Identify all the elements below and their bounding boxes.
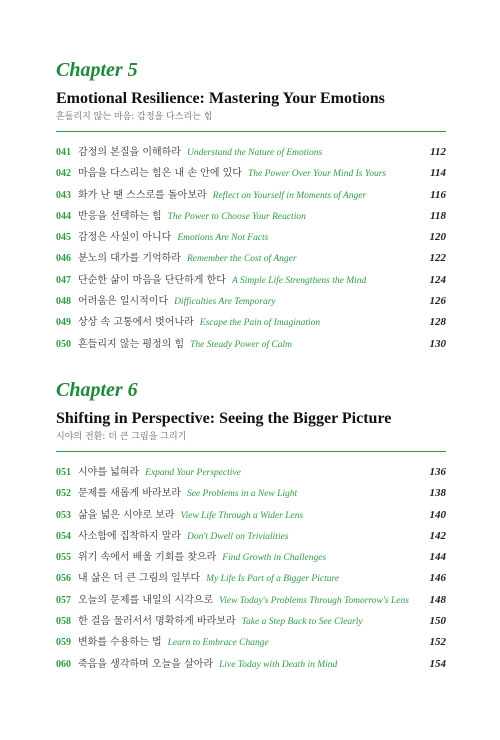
section-divider bbox=[56, 131, 446, 132]
entry-number: 050 bbox=[56, 338, 71, 350]
entry-title-korean: 흔들리지 않는 평정의 힘 bbox=[78, 338, 185, 350]
chapter-6-section bbox=[56, 378, 446, 675]
entry-title-english: Emotions Are Not Facts bbox=[177, 233, 269, 244]
toc-entry[interactable] bbox=[56, 611, 446, 632]
entry-page-number: 120 bbox=[429, 231, 446, 244]
entry-title-korean: 분노의 대가를 기억하라 bbox=[78, 253, 181, 265]
entry-number: 059 bbox=[56, 637, 71, 649]
entry-number: 046 bbox=[56, 253, 71, 265]
entry-page-number: 138 bbox=[429, 487, 446, 500]
entry-page-number: 142 bbox=[429, 529, 446, 542]
entry-number: 057 bbox=[56, 594, 71, 606]
entry-number: 049 bbox=[56, 317, 71, 329]
toc-entry[interactable] bbox=[56, 185, 446, 206]
toc-entry[interactable] bbox=[56, 547, 446, 568]
entry-title-korean: 감정의 본질을 이해하라 bbox=[78, 147, 181, 158]
entry-number: 055 bbox=[56, 552, 71, 564]
entry-title-korean: 마음을 다스리는 힘은 내 손 안에 있다 bbox=[78, 168, 242, 180]
entry-title-korean: 한 걸음 물러서서 명확하게 바라보라 bbox=[78, 616, 236, 628]
entry-title-korean: 변화를 수용하는 법 bbox=[78, 637, 162, 649]
entry-title-korean: 문제를 새롭게 바라보라 bbox=[78, 488, 181, 500]
entry-page-number: 144 bbox=[429, 551, 446, 564]
entry-title-korean: 삶을 넓은 시야로 보라 bbox=[78, 509, 175, 521]
entry-title-english: Live Today with Death in Mind bbox=[219, 659, 338, 670]
entry-number: 052 bbox=[56, 488, 71, 500]
entry-number: 045 bbox=[56, 232, 71, 244]
entry-page-number: 112 bbox=[430, 146, 446, 158]
entry-number: 044 bbox=[56, 210, 71, 222]
toc-entry[interactable] bbox=[56, 206, 446, 227]
entry-page-number: 114 bbox=[430, 167, 446, 180]
entry-title-english: See Problems in a New Light bbox=[186, 489, 298, 500]
chapter-subtitle: 시야의 전환: 더 큰 그림을 그리기 bbox=[56, 432, 187, 442]
toc-list bbox=[56, 142, 446, 355]
entry-title-english: View Life Through a Wider Lens bbox=[180, 510, 304, 521]
entry-title-korean: 어려움은 일시적이다 bbox=[78, 296, 169, 308]
toc-entry[interactable] bbox=[56, 568, 446, 589]
entry-title-english: Reflect on Yourself in Moments of Anger bbox=[212, 190, 367, 201]
entry-number: 043 bbox=[56, 189, 71, 201]
toc-entry[interactable] bbox=[56, 163, 446, 184]
entry-title-english: Escape the Pain of Imagination bbox=[199, 318, 321, 329]
chapter-label: Chapter 5 bbox=[56, 59, 138, 81]
entry-title-english: Difficulties Are Temporary bbox=[174, 297, 276, 308]
entry-number: 042 bbox=[56, 168, 71, 180]
entry-page-number: 124 bbox=[429, 273, 446, 286]
entry-title-korean: 반응을 선택하는 힘 bbox=[78, 210, 162, 222]
toc-entry[interactable] bbox=[56, 526, 446, 547]
chapter-title: Shifting in Perspective: Seeing the Bigger Picture bbox=[56, 410, 392, 427]
entry-title-english: Understand the Nature of Emotions bbox=[186, 148, 323, 158]
entry-title-korean: 죽음을 생각하며 오늘을 살아라 bbox=[78, 658, 214, 670]
entry-page-number: 122 bbox=[429, 252, 446, 265]
entry-title-english: Learn to Embrace Change bbox=[167, 638, 269, 649]
entry-number: 060 bbox=[56, 658, 71, 670]
toc-entry[interactable] bbox=[56, 590, 446, 611]
chapter-5-section bbox=[56, 58, 446, 355]
entry-number: 051 bbox=[56, 467, 71, 478]
toc-list bbox=[56, 462, 446, 675]
toc-entry[interactable] bbox=[56, 227, 446, 248]
entry-title-korean: 내 삶은 더 큰 그림의 일부다 bbox=[78, 573, 201, 585]
entry-number: 058 bbox=[56, 616, 71, 628]
entry-title-korean: 사소함에 집착하지 말라 bbox=[78, 530, 181, 542]
entry-title-korean: 시야를 넓혀라 bbox=[78, 467, 140, 478]
entry-title-english: The Power to Choose Your Reaction bbox=[167, 211, 306, 222]
entry-title-english: Don't Dwell on Trivialities bbox=[186, 531, 289, 542]
entry-page-number: 126 bbox=[429, 295, 446, 308]
entry-page-number: 128 bbox=[429, 316, 446, 329]
entry-title-korean: 오늘의 문제를 내일의 시각으로 bbox=[78, 594, 214, 606]
entry-title-english: Find Growth in Challenges bbox=[222, 553, 327, 564]
entry-number: 054 bbox=[56, 530, 71, 542]
section-divider bbox=[56, 451, 446, 452]
toc-entry[interactable] bbox=[56, 291, 446, 312]
toc-entry[interactable] bbox=[56, 270, 446, 291]
chapter-title: Emotional Resilience: Mastering Your Emotions bbox=[56, 90, 385, 107]
entry-page-number: 116 bbox=[430, 188, 446, 201]
entry-title-english: A Simple Life Strengthens the Mind bbox=[231, 275, 367, 286]
entry-page-number: 118 bbox=[430, 209, 446, 222]
entry-title-korean: 단순한 삶이 마음을 단단하게 한다 bbox=[78, 274, 226, 286]
entry-number: 048 bbox=[56, 296, 71, 308]
entry-title-korean: 위기 속에서 배울 기회를 찾으라 bbox=[78, 552, 217, 564]
entry-title-english: The Power Over Your Mind Is Yours bbox=[247, 169, 387, 180]
entry-title-english: The Steady Power of Calm bbox=[190, 339, 292, 350]
entry-title-korean: 감정은 사실이 아니다 bbox=[78, 232, 172, 244]
toc-entry[interactable] bbox=[56, 334, 446, 355]
entry-number: 047 bbox=[56, 274, 71, 286]
entry-title-english: View Today's Problems Through Tomorrow's Lens bbox=[219, 595, 409, 606]
toc-entry[interactable] bbox=[56, 142, 446, 163]
entry-page-number: 136 bbox=[429, 466, 446, 478]
entry-page-number: 140 bbox=[429, 508, 446, 521]
entry-page-number: 146 bbox=[429, 572, 446, 585]
entry-title-english: Expand Your Perspective bbox=[145, 468, 241, 478]
chapter-label: Chapter 6 bbox=[56, 379, 138, 401]
entry-page-number: 148 bbox=[429, 593, 446, 606]
entry-number: 053 bbox=[56, 509, 71, 521]
entry-number: 056 bbox=[56, 573, 71, 585]
entry-number: 041 bbox=[56, 147, 71, 158]
entry-title-english: Remember the Cost of Anger bbox=[186, 254, 297, 265]
entry-page-number: 150 bbox=[429, 615, 446, 628]
toc-entry[interactable] bbox=[56, 654, 446, 675]
toc-entry[interactable] bbox=[56, 312, 446, 333]
chapter-subtitle: 흔들리지 않는 마음: 감정을 다스리는 힘 bbox=[56, 112, 213, 122]
entry-title-english: Take a Step Back to See Clearly bbox=[241, 617, 363, 628]
toc-entry[interactable] bbox=[56, 632, 446, 653]
entry-page-number: 152 bbox=[429, 636, 446, 649]
entry-page-number: 154 bbox=[429, 657, 446, 670]
toc-entry[interactable] bbox=[56, 505, 446, 526]
entry-page-number: 130 bbox=[429, 337, 446, 350]
toc-entry[interactable] bbox=[56, 248, 446, 269]
entry-title-korean: 화가 난 땐 스스로를 돌아보라 bbox=[78, 189, 207, 201]
entry-title-korean: 상상 속 고통에서 벗어나라 bbox=[78, 317, 194, 329]
toc-entry[interactable] bbox=[56, 462, 446, 483]
entry-title-english: My Life Is Part of a Bigger Picture bbox=[206, 574, 340, 585]
toc-entry[interactable] bbox=[56, 483, 446, 504]
